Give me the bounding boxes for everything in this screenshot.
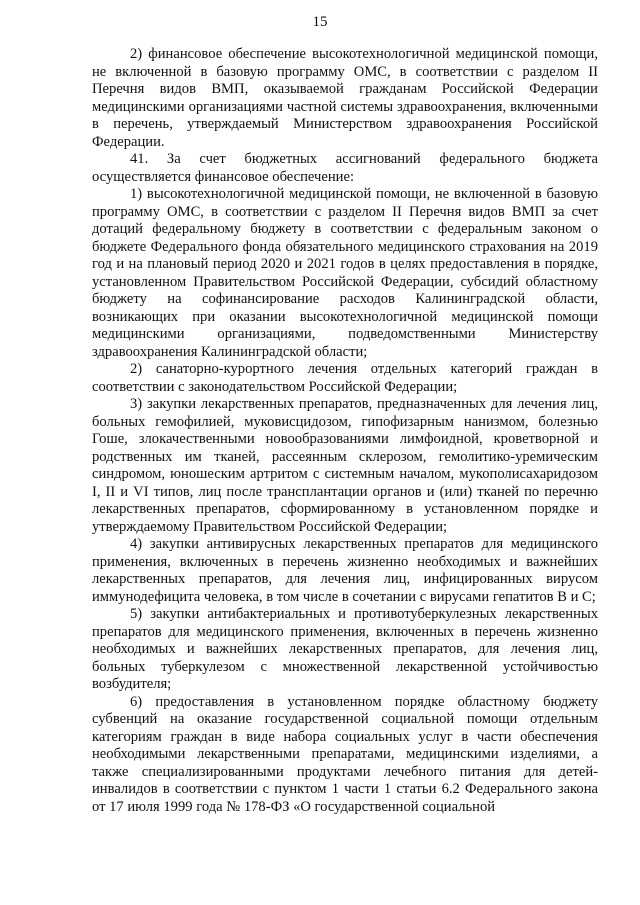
paragraph-item-4-antiviral: 4) закупки антивирусных лекарственных препаратов для медицинского применения, включенных в перечень жизненно необходимых и важнейших лекарственных препаратов, для лечения лиц, инфицированных вирусом иммунодефицита человека, в том числе в сочетании с вирусами гепатитов В и С; xyxy=(92,536,598,605)
paragraph-item-3-drugs: 3) закупки лекарственных препаратов, предназначенных для лечения лиц, больных гемофилией, муковисцидозом, гипофизарным нанизмом, болезнью Гоше, злокачественными новообразованиями лимфоидной, кроветворной и родственных им тканей, рассеянным склерозом, гемолитико-уремическим синдромом, юношеским артритом с системным началом, мукополисахаридозом I, II и VI типов, лиц после трансплантации органов и (или) тканей по перечню лекарственных препаратов, сформированному в установленном порядке и утверждаемому Правительством Российской Федерации; xyxy=(92,396,598,535)
paragraph-article-41: 41. За счет бюджетных ассигнований федерального бюджета осуществляется финансовое обеспечение: xyxy=(92,151,598,185)
paragraph-item-5-antibacterial: 5) закупки антибактериальных и противотуберкулезных лекарственных препаратов для медицинского применения, включенных в перечень жизненно необходимых и важнейших лекарственных препаратов, для лечения лиц, больных туберкулезом с множественной лекарственной устойчивостью возбудителя; xyxy=(92,606,598,692)
paragraph-item-2-sanatorium: 2) санаторно-курортного лечения отдельных категорий граждан в соответствии с законодательством Российской Федерации; xyxy=(92,361,598,395)
paragraph-item-6-subventions: 6) предоставления в установленном порядке областному бюджету субвенций на оказание государственной социальной помощи отдельным категориям граждан в виде набора социальных услуг в части обеспечения необходимыми лекарственными препаратами, медицинскими изделиями, а также специализированными продуктами лечебного питания для детей-инвалидов в соответствии с пунктом 1 части 1 статьи 6.2 Федерального закона от 17 июля 1999 года № 178-ФЗ «О государственной социальной xyxy=(92,693,598,815)
document-body xyxy=(92,46,598,816)
paragraph-financing-vmp-private: 2) финансовое обеспечение высокотехнологичной медицинской помощи, не включенной в базовую программу ОМС, в соответствии с разделом II Перечня видов ВМП, оказываемой гражданам Российской Федерации медицинскими организациями частной системы здравоохранения, включенными в перечень, утверждаемый Министерством здравоохранения Российской Федерации. xyxy=(92,46,598,150)
page-number: 15 xyxy=(312,14,328,30)
paragraph-item-1-vmp: 1) высокотехнологичной медицинской помощи, не включенной в базовую программу ОМС, в соответствии с разделом II Перечня видов ВМП за счет дотаций федеральному бюджету в соответствии с федеральным законом о бюджете Федерального фонда обязательного медицинского страхования на 2019 год и на плановый период 2020 и 2021 годов в целях предоставления в порядке, установленном Правительством Российской Федерации, субсидий областному бюджету на софинансирование расходов Калининградской области, возникающих при оказании высокотехнологичной медицинской помощи медицинскими организациями, подведомственными Министерству здравоохранения Калининградской области; xyxy=(92,186,598,360)
